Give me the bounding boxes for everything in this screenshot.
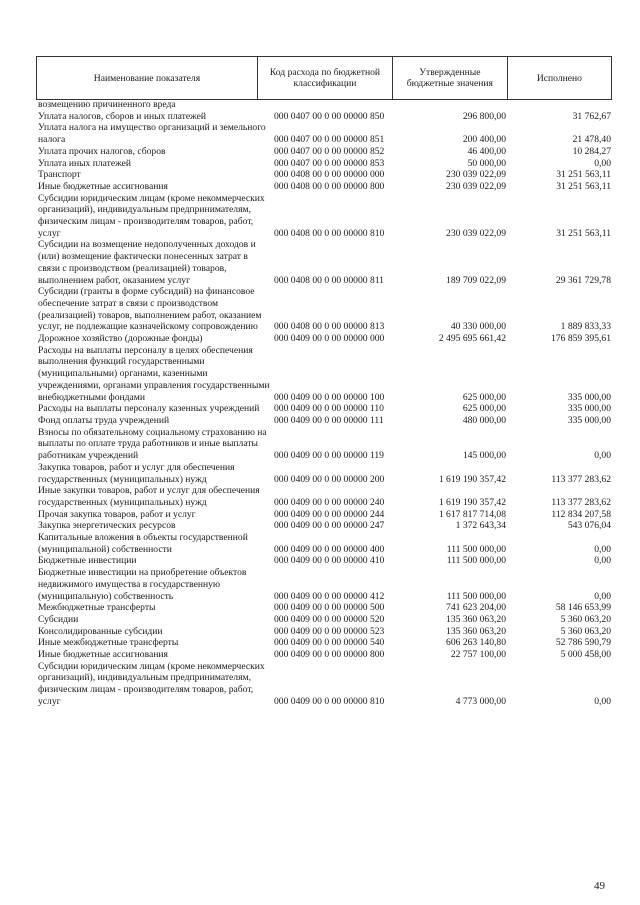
- row-name: Фонд оплаты труда учреждений: [38, 414, 170, 426]
- row-code: 000 0407 00 0 00 00000 850: [274, 110, 385, 122]
- table-row: [36, 333, 612, 345]
- row-name: Субсидии: [38, 613, 79, 625]
- row-executed: 10 284,27: [572, 145, 611, 157]
- row-name: Уплата налога на имущество организаций и земельного налога: [38, 122, 266, 146]
- row-name: Иные бюджетные ассигнования: [38, 649, 168, 661]
- row-name: Иные межбюджетные трансферты: [38, 637, 179, 649]
- row-executed: 335 000,00: [567, 414, 611, 426]
- row-name: Бюджетные инвестиции на приобретение объектов недвижимого имущества в государственную (муниципальную) собственность: [38, 567, 247, 602]
- row-approved: 22 757 100,00: [450, 649, 506, 661]
- row-name: Закупка энергетических ресурсов: [38, 520, 176, 532]
- table-row: [36, 111, 612, 123]
- row-approved: 50 000,00: [467, 157, 506, 169]
- row-executed: 543 076,04: [567, 520, 611, 532]
- row-executed: 31 251 563,11: [556, 169, 611, 181]
- row-executed: 113 377 283,62: [551, 473, 611, 485]
- row-code: 000 0408 00 0 00 00000 800: [274, 180, 385, 192]
- row-executed: 0,00: [594, 695, 611, 707]
- row-name: Взносы по обязательному социальному страхованию на выплаты по оплате труда работников и иные выплаты работникам учреждений: [38, 426, 267, 462]
- row-executed: 1 889 833,33: [560, 321, 611, 333]
- row-executed: 112 834 207,58: [551, 508, 611, 520]
- row-code: 000 0409 00 0 00 00000 247: [274, 520, 385, 532]
- table-row: [36, 614, 612, 626]
- row-approved: 1 617 817 714,08: [438, 508, 506, 520]
- row-executed: 58 146 653,99: [555, 602, 611, 614]
- row-code: 000 0409 00 0 00 00000 800: [274, 649, 385, 661]
- row-executed: 5 000 458,00: [560, 649, 611, 661]
- row-executed: 29 361 729,78: [555, 274, 611, 286]
- row-approved: 230 039 022,09: [446, 227, 506, 239]
- table-row: [36, 193, 612, 240]
- row-executed: 52 786 590,79: [555, 637, 611, 649]
- row-name: Межбюджетные трансферты: [38, 602, 156, 614]
- row-executed: 335 000,00: [567, 391, 611, 403]
- header-name: Наименование показателя: [37, 57, 258, 100]
- row-name: Расходы на выплаты персоналу в целях обеспечения выполнения функций государственными (муниципальными) органами, казенными учреждениями, органами управления государственными внебюджетными фондами: [38, 344, 270, 403]
- row-approved: 145 000,00: [462, 450, 506, 462]
- row-executed: 21 478,40: [572, 134, 611, 146]
- table-row: [36, 158, 612, 170]
- row-code: 000 0409 00 0 00 00000 240: [274, 496, 385, 508]
- row-executed: 176 859 395,61: [551, 333, 611, 345]
- row-executed: 0,00: [594, 157, 611, 169]
- table-row: [36, 427, 612, 462]
- row-approved: 4 773 000,00: [455, 695, 506, 707]
- row-executed: 0,00: [594, 555, 611, 567]
- row-name: Консолидированные субсидии: [38, 625, 163, 637]
- table-row: [36, 520, 612, 532]
- table-row: [36, 403, 612, 415]
- row-name: Дорожное хозяйство (дорожные фонды): [38, 333, 203, 345]
- row-name: Бюджетные инвестиции: [38, 555, 137, 567]
- row-name: Уплата прочих налогов, сборов: [38, 145, 166, 157]
- table-row: [36, 555, 612, 567]
- row-code: 000 0409 00 0 00 00000 200: [274, 473, 385, 485]
- row-approved: 1 619 190 357,42: [438, 496, 506, 508]
- row-executed: 335 000,00: [567, 403, 611, 415]
- row-code: 000 0407 00 0 00 00000 853: [274, 157, 385, 169]
- row-approved: 625 000,00: [462, 403, 506, 415]
- table-body: [36, 99, 612, 708]
- row-approved: 111 500 000,00: [446, 555, 506, 567]
- table-row: [36, 286, 612, 333]
- row-executed: 31 251 563,11: [556, 180, 611, 192]
- table-header: [36, 56, 612, 100]
- table-row: [36, 602, 612, 614]
- table-row: [36, 532, 612, 555]
- row-code: 000 0409 00 0 00 00000 400: [274, 543, 385, 555]
- row-executed: 31 251 563,11: [556, 227, 611, 239]
- row-code: 000 0407 00 0 00 00000 852: [274, 145, 385, 157]
- row-name: Субсидии на возмещение недополученных доходов и (или) возмещение фактически понесенных затрат в связи с производством (реализацией) товаров, выполнением работ, оказанием услуг: [38, 239, 256, 286]
- row-approved: 480 000,00: [462, 414, 506, 426]
- row-approved: 111 500 000,00: [446, 590, 506, 602]
- table-row: [36, 661, 612, 708]
- row-executed: 5 360 063,20: [560, 625, 611, 637]
- row-executed: 31 762,67: [572, 110, 611, 122]
- table-row: [36, 649, 612, 661]
- row-code: 000 0408 00 0 00 00000 000: [274, 169, 385, 181]
- row-code: 000 0409 00 0 00 00000 500: [274, 602, 385, 614]
- row-executed: 113 377 283,62: [551, 496, 611, 508]
- row-approved: 46 400,00: [467, 145, 506, 157]
- table-row: [36, 626, 612, 638]
- row-executed: 0,00: [594, 543, 611, 555]
- row-approved: 40 330 000,00: [450, 321, 506, 333]
- row-approved: 230 039 022,09: [446, 169, 506, 181]
- table-row: [36, 99, 612, 111]
- row-code: 000 0407 00 0 00 00000 851: [274, 134, 385, 146]
- row-code: 000 0409 00 0 00 00000 110: [274, 403, 384, 415]
- row-code: 000 0409 00 0 00 00000 540: [274, 637, 385, 649]
- row-approved: 189 709 022,09: [446, 274, 506, 286]
- row-name: Субсидии юридическим лицам (кроме некоммерческих организаций), индивидуальным предпринимателям, физическим лицам - производителям товаров, работ, услуг: [38, 192, 265, 239]
- header-executed: Исполнено: [507, 57, 611, 100]
- table-row: [36, 146, 612, 158]
- row-approved: 1 619 190 357,42: [438, 473, 506, 485]
- row-approved: 296 800,00: [462, 110, 506, 122]
- table-row: [36, 637, 612, 649]
- row-name: возмещению причиненного вреда: [38, 99, 176, 110]
- row-code: 000 0409 00 0 00 00000 000: [274, 333, 385, 345]
- table-row: [36, 239, 612, 286]
- row-name: Субсидии юридическим лицам (кроме некоммерческих организаций), индивидуальным предпринимателям, физическим лицам - производителям товаров, работ, услуг: [38, 660, 265, 707]
- row-code: 000 0409 00 0 00 00000 119: [274, 450, 384, 462]
- row-executed: 0,00: [594, 450, 611, 462]
- row-code: 000 0409 00 0 00 00000 810: [274, 695, 385, 707]
- row-approved: 200 400,00: [462, 134, 506, 146]
- row-name: Уплата иных платежей: [38, 157, 132, 169]
- row-name: Прочая закупка товаров, работ и услуг: [38, 508, 196, 520]
- row-executed: 5 360 063,20: [560, 613, 611, 625]
- row-approved: 135 360 063,20: [446, 625, 506, 637]
- row-code: 000 0409 00 0 00 00000 100: [274, 391, 385, 403]
- table-row: [36, 485, 612, 508]
- row-approved: 606 263 140,80: [446, 637, 506, 649]
- row-code: 000 0408 00 0 00 00000 810: [274, 227, 385, 239]
- row-approved: 1 372 643,34: [455, 520, 506, 532]
- table-row: [36, 169, 612, 181]
- row-code: 000 0409 00 0 00 00000 111: [274, 414, 384, 426]
- header-code: Код расхода по бюджетной классификации: [257, 57, 392, 100]
- row-code: 000 0408 00 0 00 00000 813: [274, 321, 385, 333]
- table-row: [36, 181, 612, 193]
- row-name: Субсидии (гранты в форме субсидий) на финансовое обеспечение затрат в связи с производством (реализацией) товаров, выполнением работ, оказанием услуг, не подлежащие казначейскому сопровождению: [38, 286, 262, 333]
- row-code: 000 0409 00 0 00 00000 244: [274, 508, 385, 520]
- table-row: [36, 345, 612, 404]
- row-name: Иные закупки товаров, работ и услуг для обеспечения государственных (муниципальных) нужд: [38, 485, 260, 508]
- table-row: [36, 462, 612, 485]
- row-name: Уплата налогов, сборов и иных платежей: [38, 110, 207, 122]
- table-row: [36, 415, 612, 427]
- header-approved: Утвержденные бюджетные значения: [392, 57, 507, 100]
- row-approved: 135 360 063,20: [446, 613, 506, 625]
- row-approved: 230 039 022,09: [446, 180, 506, 192]
- table-row: [36, 122, 612, 145]
- table-row: [36, 509, 612, 521]
- row-code: 000 0409 00 0 00 00000 520: [274, 613, 385, 625]
- row-name: Иные бюджетные ассигнования: [38, 180, 168, 192]
- page-number: 49: [594, 880, 605, 892]
- row-name: Закупка товаров, работ и услуг для обеспечения государственных (муниципальных) нужд: [38, 461, 235, 485]
- row-code: 000 0408 00 0 00 00000 811: [274, 274, 384, 286]
- row-code: 000 0409 00 0 00 00000 412: [274, 590, 385, 602]
- row-approved: 625 000,00: [462, 391, 506, 403]
- row-name: Транспорт: [38, 169, 81, 181]
- row-approved: 111 500 000,00: [446, 543, 506, 555]
- table-row: [36, 567, 612, 602]
- row-name: Капитальные вложения в объекты государственной (муниципальной) собственности: [38, 532, 248, 555]
- row-code: 000 0409 00 0 00 00000 523: [274, 625, 385, 637]
- row-code: 000 0409 00 0 00 00000 410: [274, 555, 385, 567]
- row-name: Расходы на выплаты персоналу казенных учреждений: [38, 403, 260, 415]
- row-approved: 2 495 695 661,42: [438, 333, 506, 345]
- row-executed: 0,00: [594, 590, 611, 602]
- row-approved: 741 623 204,00: [446, 602, 506, 614]
